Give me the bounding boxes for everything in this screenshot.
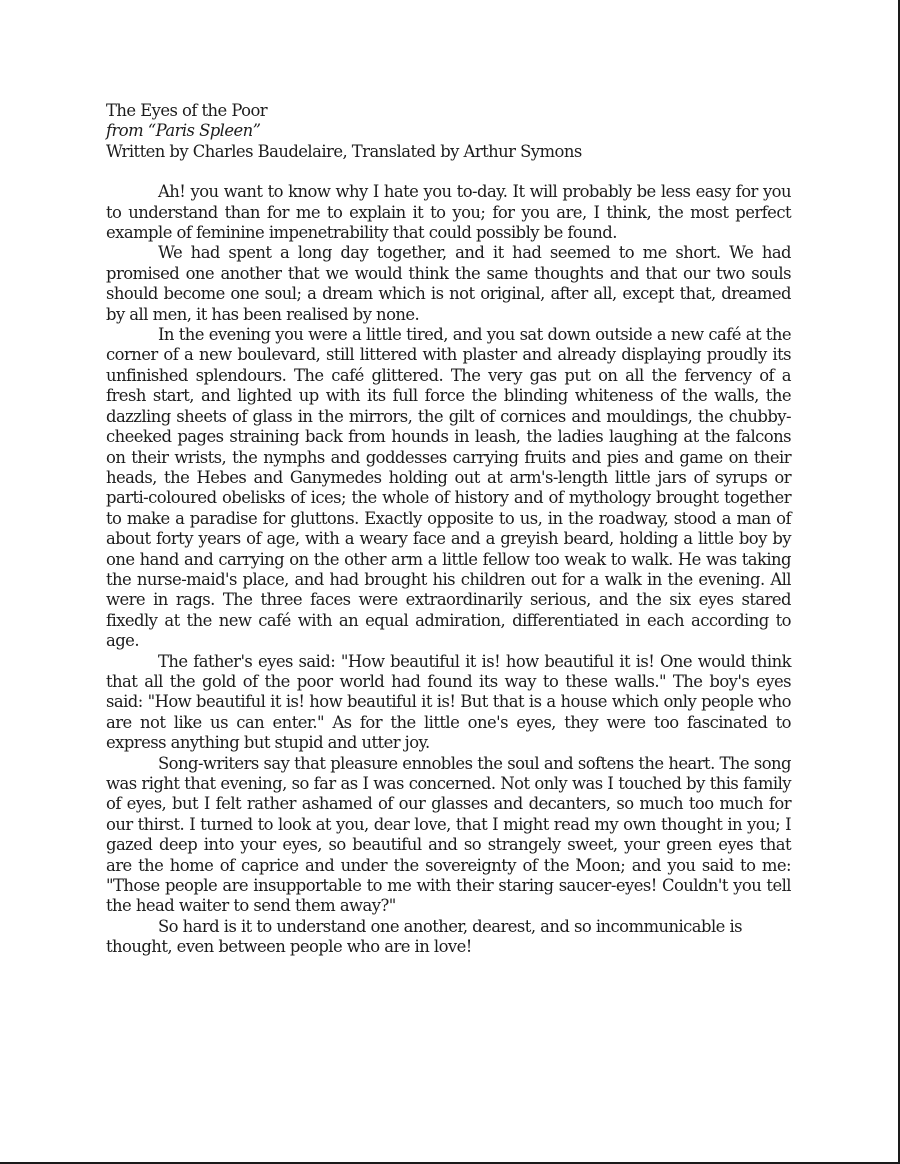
document-header	[106, 101, 791, 162]
paragraph-3: In the evening you were a little tired, and you sat down outside a new café at the corner of a new boulevard, still littered with plaster and already displaying proudly its unfinished splendours. The café glittered. The very gas put on all the fervency of a fresh start, and lighted up with its full force the blinding whiteness of the walls, the dazzling sheets of glass in the mirrors, the gilt of cornices and mouldings, the chubby-cheeked pages straining back from hounds in leash, the ladies laughing at the falcons on their wrists, the nymphs and goddesses carrying fruits and pies and game on their heads, the Hebes and Ganymedes holding out at arm's-length little jars of syrups or parti-coloured obelisks of ices; the whole of history and of mythology brought together to make a paradise for gluttons. Exactly opposite to us, in the roadway, stood a man of about forty years of age, with a weary face and a greyish beard, holding a little boy by one hand and carrying on the other arm a little fellow too weak to walk. He was taking the nurse-maid's place, and had brought his children out for a walk in the evening. All were in rags. The three faces were extraordinarily serious, and the six eyes stared fixedly at the new café with an equal admiration, differentiated in each according to age.	[106, 325, 791, 651]
document-title: The Eyes of the Poor	[106, 101, 268, 120]
document-credit: Written by Charles Baudelaire, Translated by Arthur Symons	[106, 141, 582, 161]
document-body	[106, 101, 791, 958]
paragraph-2: We had spent a long day together, and it had seemed to me short. We had promised one another that we would think the same thoughts and that our two souls should become one soul; a dream which is not original, after all, except that, dreamed by all men, it has been realised by none.	[106, 243, 791, 324]
paragraph-6: So hard is it to understand one another, dearest, and so incommunicable is thought, even between people who are in love!	[106, 916, 743, 957]
paragraph-4: The father's eyes said: "How beautiful it is! how beautiful it is! One would think that all the gold of the poor world had found its way to these walls." The boy's eyes said: "How beautiful it is! how beautiful it is! But that is a house which only people who are not like us can enter." As for the little one's eyes, they were too fascinated to express anything but stupid and utter joy.	[106, 651, 791, 753]
document-source: from “Paris Spleen”	[106, 121, 261, 141]
paragraph-1: Ah! you want to know why I hate you to-day. It will probably be less easy for you to understand than for me to explain it to you; for you are, I think, the most perfect example of feminine impenetrability that could possibly be found.	[106, 182, 791, 243]
paragraph-5: Song-writers say that pleasure ennobles the soul and softens the heart. The song was right that evening, so far as I was concerned. Not only was I touched by this family of eyes, but I felt rather ashamed of our glasses and decanters, so much too much for our thirst. I turned to look at you, dear love, that I might read my own thought in you; I gazed deep into your eyes, so beautiful and so strangely sweet, your green eyes that are the home of caprice and under the sovereignty of the Moon; and you said to me: "Those people are insupportable to me with their staring saucer-eyes! Couldn't you tell the head waiter to send them away?"	[106, 753, 791, 916]
